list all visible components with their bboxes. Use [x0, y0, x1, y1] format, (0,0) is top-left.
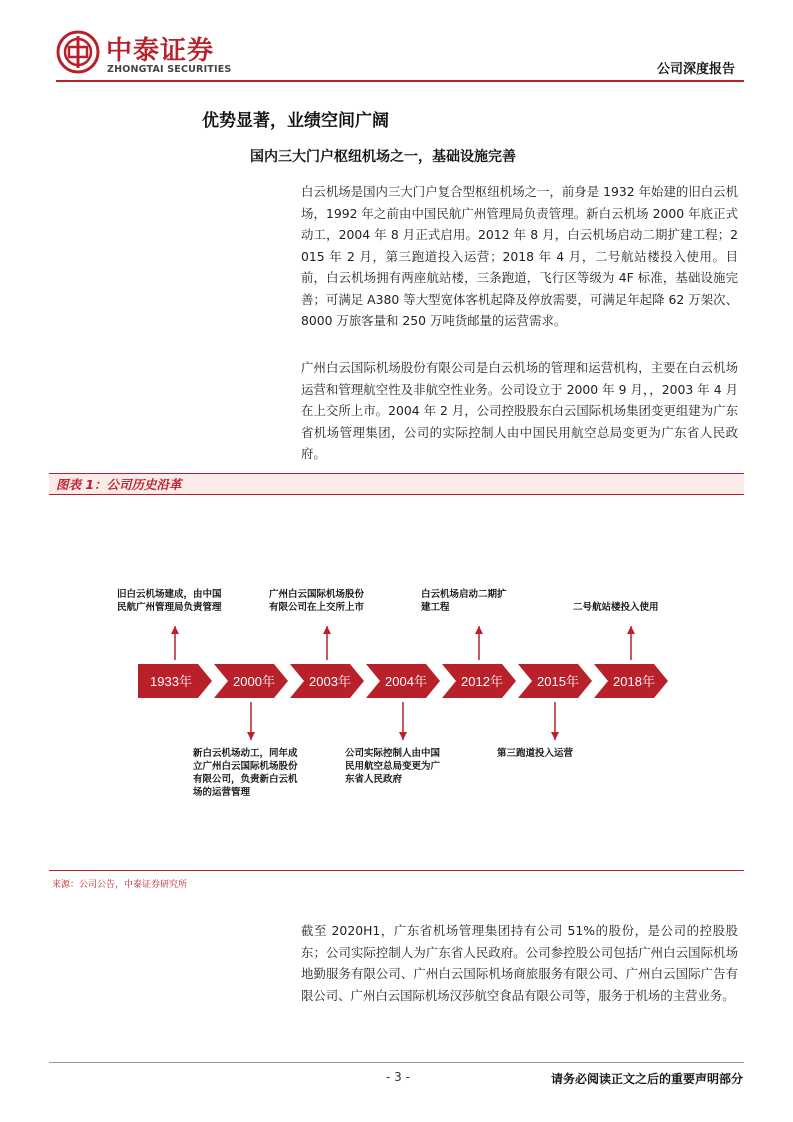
company-logo-english: ZHONGTAI SECURITIES	[107, 64, 232, 75]
timeline-event-text: 民用航空总局变更为广	[345, 761, 441, 772]
timeline-arrow-down-arrowhead-icon	[399, 732, 407, 740]
timeline-event-text: 有限公司，负责新白云机	[193, 774, 298, 785]
paragraph-intro: 白云机场是国内三大门户复合型枢纽机场之一，前身是 1932 年始建的旧白云机场，1992 年之前由中国民航广州管理局负责管理。新白云机场 2000 年底正式动工，2004 年 8 月正式启用。2012 年 8 月，白云机场启动二期扩建工程；2015 年 2 月，第三跑道投入运营；2018 年 4 月，二号航站楼投入使用。目前，白云机场拥有两座航站楼，三条跑道，飞行区等级为 4F 标准，基础设施完善；可满足 A380 等大型宽体客机起降及停放需要，可满足年起降 62 万架次、8000 万旅客量和 250 万吨货邮量的运营需求。	[301, 184, 738, 328]
timeline-event-text: 场的运营管理	[193, 787, 251, 798]
report-type: 公司深度报告	[656, 62, 735, 77]
timeline-event-text: 立广州白云国际机场股份	[193, 761, 298, 772]
footer-divider	[49, 1062, 744, 1063]
timeline-year-label: 2000年	[233, 674, 275, 689]
timeline-year-label: 1933年	[150, 674, 192, 689]
disclaimer: 请务必阅读正文之后的重要声明部分	[550, 1072, 743, 1086]
header-divider	[56, 80, 744, 82]
timeline-arrow-down-arrowhead-icon	[247, 732, 255, 740]
timeline-year-label: 2004年	[385, 674, 427, 689]
source-divider	[49, 870, 744, 871]
timeline-event-text: 建工程	[421, 602, 450, 613]
figure-source: 来源：公司公告，中泰证券研究所	[52, 880, 188, 890]
timeline-event-text: 有限公司在上交所上市	[269, 602, 365, 613]
timeline-event-text: 新白云机场动工，同年成	[193, 748, 298, 759]
timeline-arrow-up-arrowhead-icon	[475, 626, 483, 634]
history-timeline	[110, 570, 670, 810]
company-logo-text: 中泰证券	[106, 36, 215, 66]
zhongtai-logo-icon	[56, 30, 100, 74]
paragraph-company: 广州白云国际机场股份有限公司是白云机场的管理和运营机构，主要在白云机场运营和管理航空性及非航空性业务。公司设立于 2000 年 9 月，，2003 年 4 月在上交所上市。2004 年 2 月，公司控股股东白云国际机场集团变更组建为广东省机场管理集团，公司的实际控制人由中国民用航空总局变更为广东省人民政府。	[301, 360, 738, 461]
timeline-arrow-down-arrowhead-icon	[551, 732, 559, 740]
timeline-event-text: 旧白云机场建成，由中国	[117, 589, 222, 600]
timeline-event-text: 二号航站楼投入使用	[573, 602, 659, 613]
timeline-event-text: 第三跑道投入运营	[497, 748, 574, 759]
timeline-event-text: 东省人民政府	[345, 774, 403, 785]
timeline-arrow-up-arrowhead-icon	[323, 626, 331, 634]
page-number: - 3 -	[386, 1070, 410, 1084]
timeline-year-label: 2003年	[309, 674, 351, 689]
timeline-year-label: 2015年	[537, 674, 579, 689]
timeline-arrow-up-arrowhead-icon	[171, 626, 179, 634]
timeline-event-text: 公司实际控制人由中国	[345, 748, 441, 759]
timeline-year-label: 2018年	[613, 674, 655, 689]
timeline-event-text: 白云机场启动二期扩	[421, 589, 507, 600]
timeline-year-label: 2012年	[461, 674, 503, 689]
paragraph-shareholders: 截至 2020H1，广东省机场管理集团持有公司 51%的股份，是公司的控股股东；公司实际控制人为广东省人民政府。公司参控股公司包括广州白云国际机场地勤服务有限公司、广州白云国际机场商旅服务有限公司、广州白云国际广告有限公司、广州白云国际机场汉莎航空食品有限公司等，服务于机场的主营业务。	[301, 923, 738, 1003]
section-title: 优势显著，业绩空间广阔	[202, 111, 389, 131]
timeline-event-text: 广州白云国际机场股份	[269, 589, 365, 600]
subsection-title: 国内三大门户枢纽机场之一，基础设施完善	[250, 149, 516, 165]
timeline-event-text: 民航广州管理局负责管理	[117, 602, 222, 613]
timeline-arrow-up-arrowhead-icon	[627, 626, 635, 634]
figure-title: 图表 1：公司历史沿革	[56, 477, 182, 492]
